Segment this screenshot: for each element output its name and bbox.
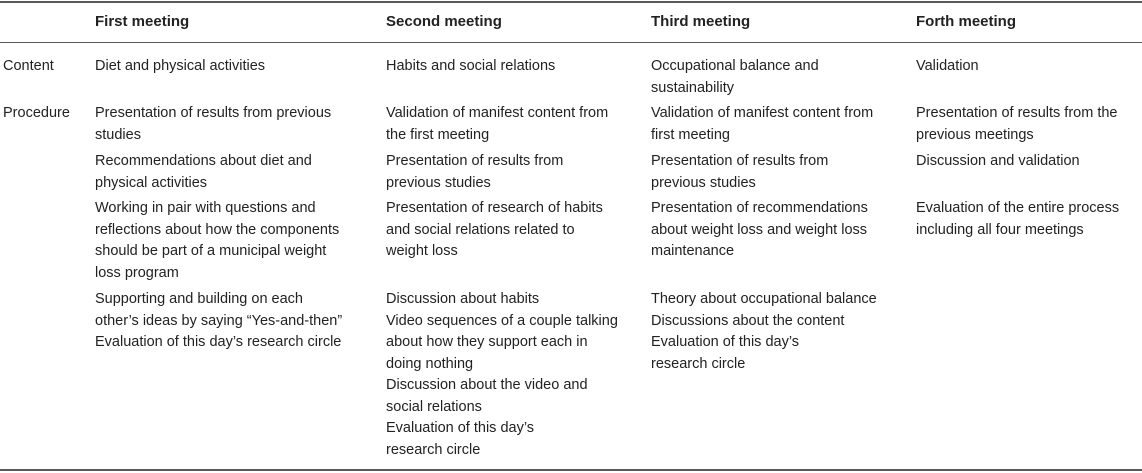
procedure-second-item-2: Presentation of results from previous studies bbox=[386, 153, 564, 191]
procedure-first-item-1: Presentation of results from previous studies bbox=[95, 105, 332, 143]
header-first-meeting: First meeting bbox=[95, 13, 190, 30]
procedure-forth-item-3: Evaluation of the entire process including all four meetings bbox=[916, 200, 1120, 238]
content-second-meeting: Habits and social relations bbox=[386, 58, 556, 74]
table-bottom-rule bbox=[0, 469, 1142, 471]
row-label-procedure: Procedure bbox=[3, 105, 70, 121]
procedure-third-item-2: Presentation of results from previous studies bbox=[651, 153, 829, 191]
header-second-meeting: Second meeting bbox=[386, 13, 502, 30]
procedure-second-item-1: Validation of manifest content from the first meeting bbox=[386, 105, 609, 143]
row-label-content: Content bbox=[3, 58, 54, 74]
procedure-forth-item-1: Presentation of results from the previous meetings bbox=[916, 105, 1118, 143]
procedure-third-item-1: Validation of manifest content from first meeting bbox=[651, 105, 874, 143]
procedure-first-item-4: Supporting and building on each other’s ideas by saying “Yes-and-then” Evaluation of this day’s research circle bbox=[95, 291, 343, 350]
content-third-meeting: Occupational balance and sustainability bbox=[651, 58, 819, 96]
content-first-meeting: Diet and physical activities bbox=[95, 58, 266, 74]
procedure-forth-item-2: Discussion and validation bbox=[916, 153, 1080, 169]
procedure-first-item-3: Working in pair with questions and reflections about how the components should be part of a municipal weight loss program bbox=[95, 200, 340, 281]
header-forth-meeting: Forth meeting bbox=[916, 13, 1016, 30]
content-forth-meeting: Validation bbox=[916, 58, 979, 74]
table-top-rule bbox=[0, 1, 1142, 3]
procedure-second-item-4: Discussion about habits Video sequences of a couple talking about how they support each in doing nothing Discussion about the video and social relations Evaluation of this day’s research circle bbox=[386, 291, 618, 458]
procedure-second-item-3: Presentation of research of habits and social relations related to weight loss bbox=[386, 200, 603, 259]
procedure-first-item-2: Recommendations about diet and physical activities bbox=[95, 153, 312, 191]
header-third-meeting: Third meeting bbox=[651, 13, 751, 30]
header-divider-rule bbox=[0, 42, 1142, 43]
procedure-third-item-3: Presentation of recommendations about weight loss and weight loss maintenance bbox=[651, 200, 868, 259]
procedure-third-item-4: Theory about occupational balance Discussions about the content Evaluation of this day’s research circle bbox=[651, 291, 877, 372]
